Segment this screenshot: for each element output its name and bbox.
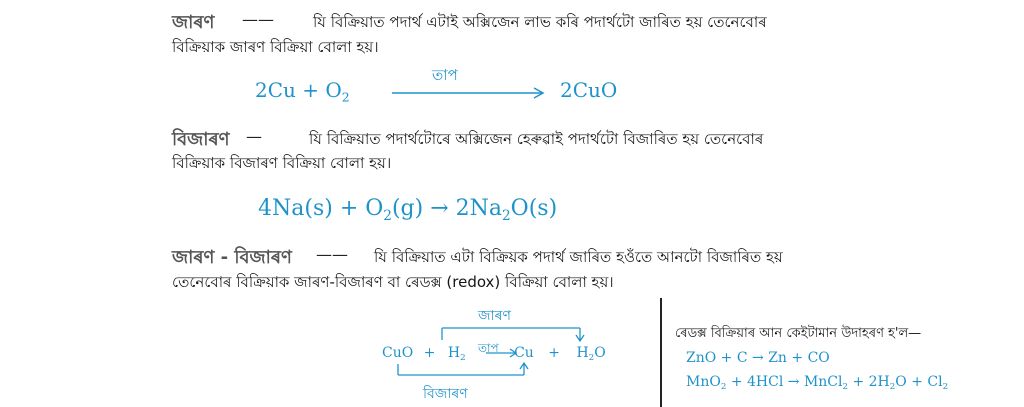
redox-h2o-subscript: 2 xyxy=(588,353,595,364)
redox-cuo: CuO xyxy=(382,345,414,361)
redox-equation xyxy=(382,345,606,363)
example-2-sub-1: 2 xyxy=(720,382,727,393)
redox-cu: Cu xyxy=(514,345,534,361)
examples-heading: ৰেডক্স বিক্ৰিয়াৰ আন কেইটামান উদাহৰণ হ'ল— xyxy=(675,326,922,341)
redox-plus-1: + xyxy=(423,345,436,361)
eq2-left: 4Na(s) + O xyxy=(258,196,384,221)
term-dash: — xyxy=(246,127,262,146)
redox-plus-2: + xyxy=(548,345,560,361)
redox-definition-line2: তেনেবোৰ বিক্ৰিয়াক জাৰণ-বিজাৰণ বা ৰেডক্স (redox) বিক্ৰিয়া বোলা হয়। xyxy=(172,273,614,291)
example-2 xyxy=(686,374,948,392)
example-2-h: + 2H xyxy=(848,374,890,390)
eq1-arrow xyxy=(392,86,552,100)
example-2-sub-4: 2 xyxy=(942,382,949,393)
term-dash: —— xyxy=(316,245,348,264)
column-divider xyxy=(660,298,662,407)
oxidation-definition-line1: যি বিক্ৰিয়াত পদাৰ্থ এটাই অক্সিজেন লাভ কৰি পদাৰ্থটো জাৰিত হয় তেনেবোৰ xyxy=(313,13,767,31)
reduction-definition-line1: যি বিক্ৰিয়াত পদাৰ্থটোৰে অক্সিজেন হেৰুৱাই পদাৰ্থটো বিজাৰিত হয় তেনেবোৰ xyxy=(309,130,764,148)
eq1-o-subscript: 2 xyxy=(341,89,350,105)
redox-arrow-label: তাপ xyxy=(478,341,499,355)
redox-top-label: জাৰণ xyxy=(478,308,511,324)
term-dash: —— xyxy=(242,10,274,29)
reduction-equation xyxy=(258,196,557,224)
example-2-mno: MnO xyxy=(686,374,721,390)
oxidation-equation xyxy=(255,78,350,104)
redox-h: H xyxy=(447,345,461,361)
eq1-product: 2CuO xyxy=(560,78,618,102)
redox-h2o-o: O xyxy=(594,345,606,361)
eq2-right: O(s) xyxy=(510,196,558,221)
example-2-sub-2: 2 xyxy=(842,382,849,393)
eq1-arrow-label: তাপ xyxy=(432,66,458,84)
eq2-o-subscript: 2 xyxy=(383,207,392,224)
term-oxidation: জাৰণ xyxy=(172,12,215,33)
redox-h2o-h: H xyxy=(576,345,589,361)
oxidation-definition-line2: বিক্ৰিয়াক জাৰণ বিক্ৰিয়া বোলা হয়। xyxy=(172,38,379,56)
term-reduction: বিজাৰণ xyxy=(172,129,230,150)
redox-bottom-label: বিজাৰণ xyxy=(423,386,468,402)
example-2-hcl: + 4HCl → MnCl xyxy=(726,374,843,390)
example-2-sub-3: 2 xyxy=(889,382,896,393)
example-2-ocl: O + Cl xyxy=(895,374,943,390)
redox-definition-line1: যি বিক্ৰিয়াত এটা বিক্ৰিয়ক পদাৰ্থ জাৰিত হওঁতে আনটো বিজাৰিত হয় xyxy=(374,248,783,266)
example-1: ZnO + C → Zn + CO xyxy=(686,350,830,366)
eq2-mid: (g) → 2Na xyxy=(391,196,502,221)
eq1-reactants: 2Cu + O xyxy=(255,78,342,102)
term-redox: জাৰণ - বিজাৰণ xyxy=(172,247,292,268)
eq2-na-subscript: 2 xyxy=(502,207,511,224)
reduction-definition-line2: বিক্ৰিয়াক বিজাৰণ বিক্ৰিয়া বোলা হয়। xyxy=(172,154,392,172)
redox-h-subscript: 2 xyxy=(460,353,466,364)
